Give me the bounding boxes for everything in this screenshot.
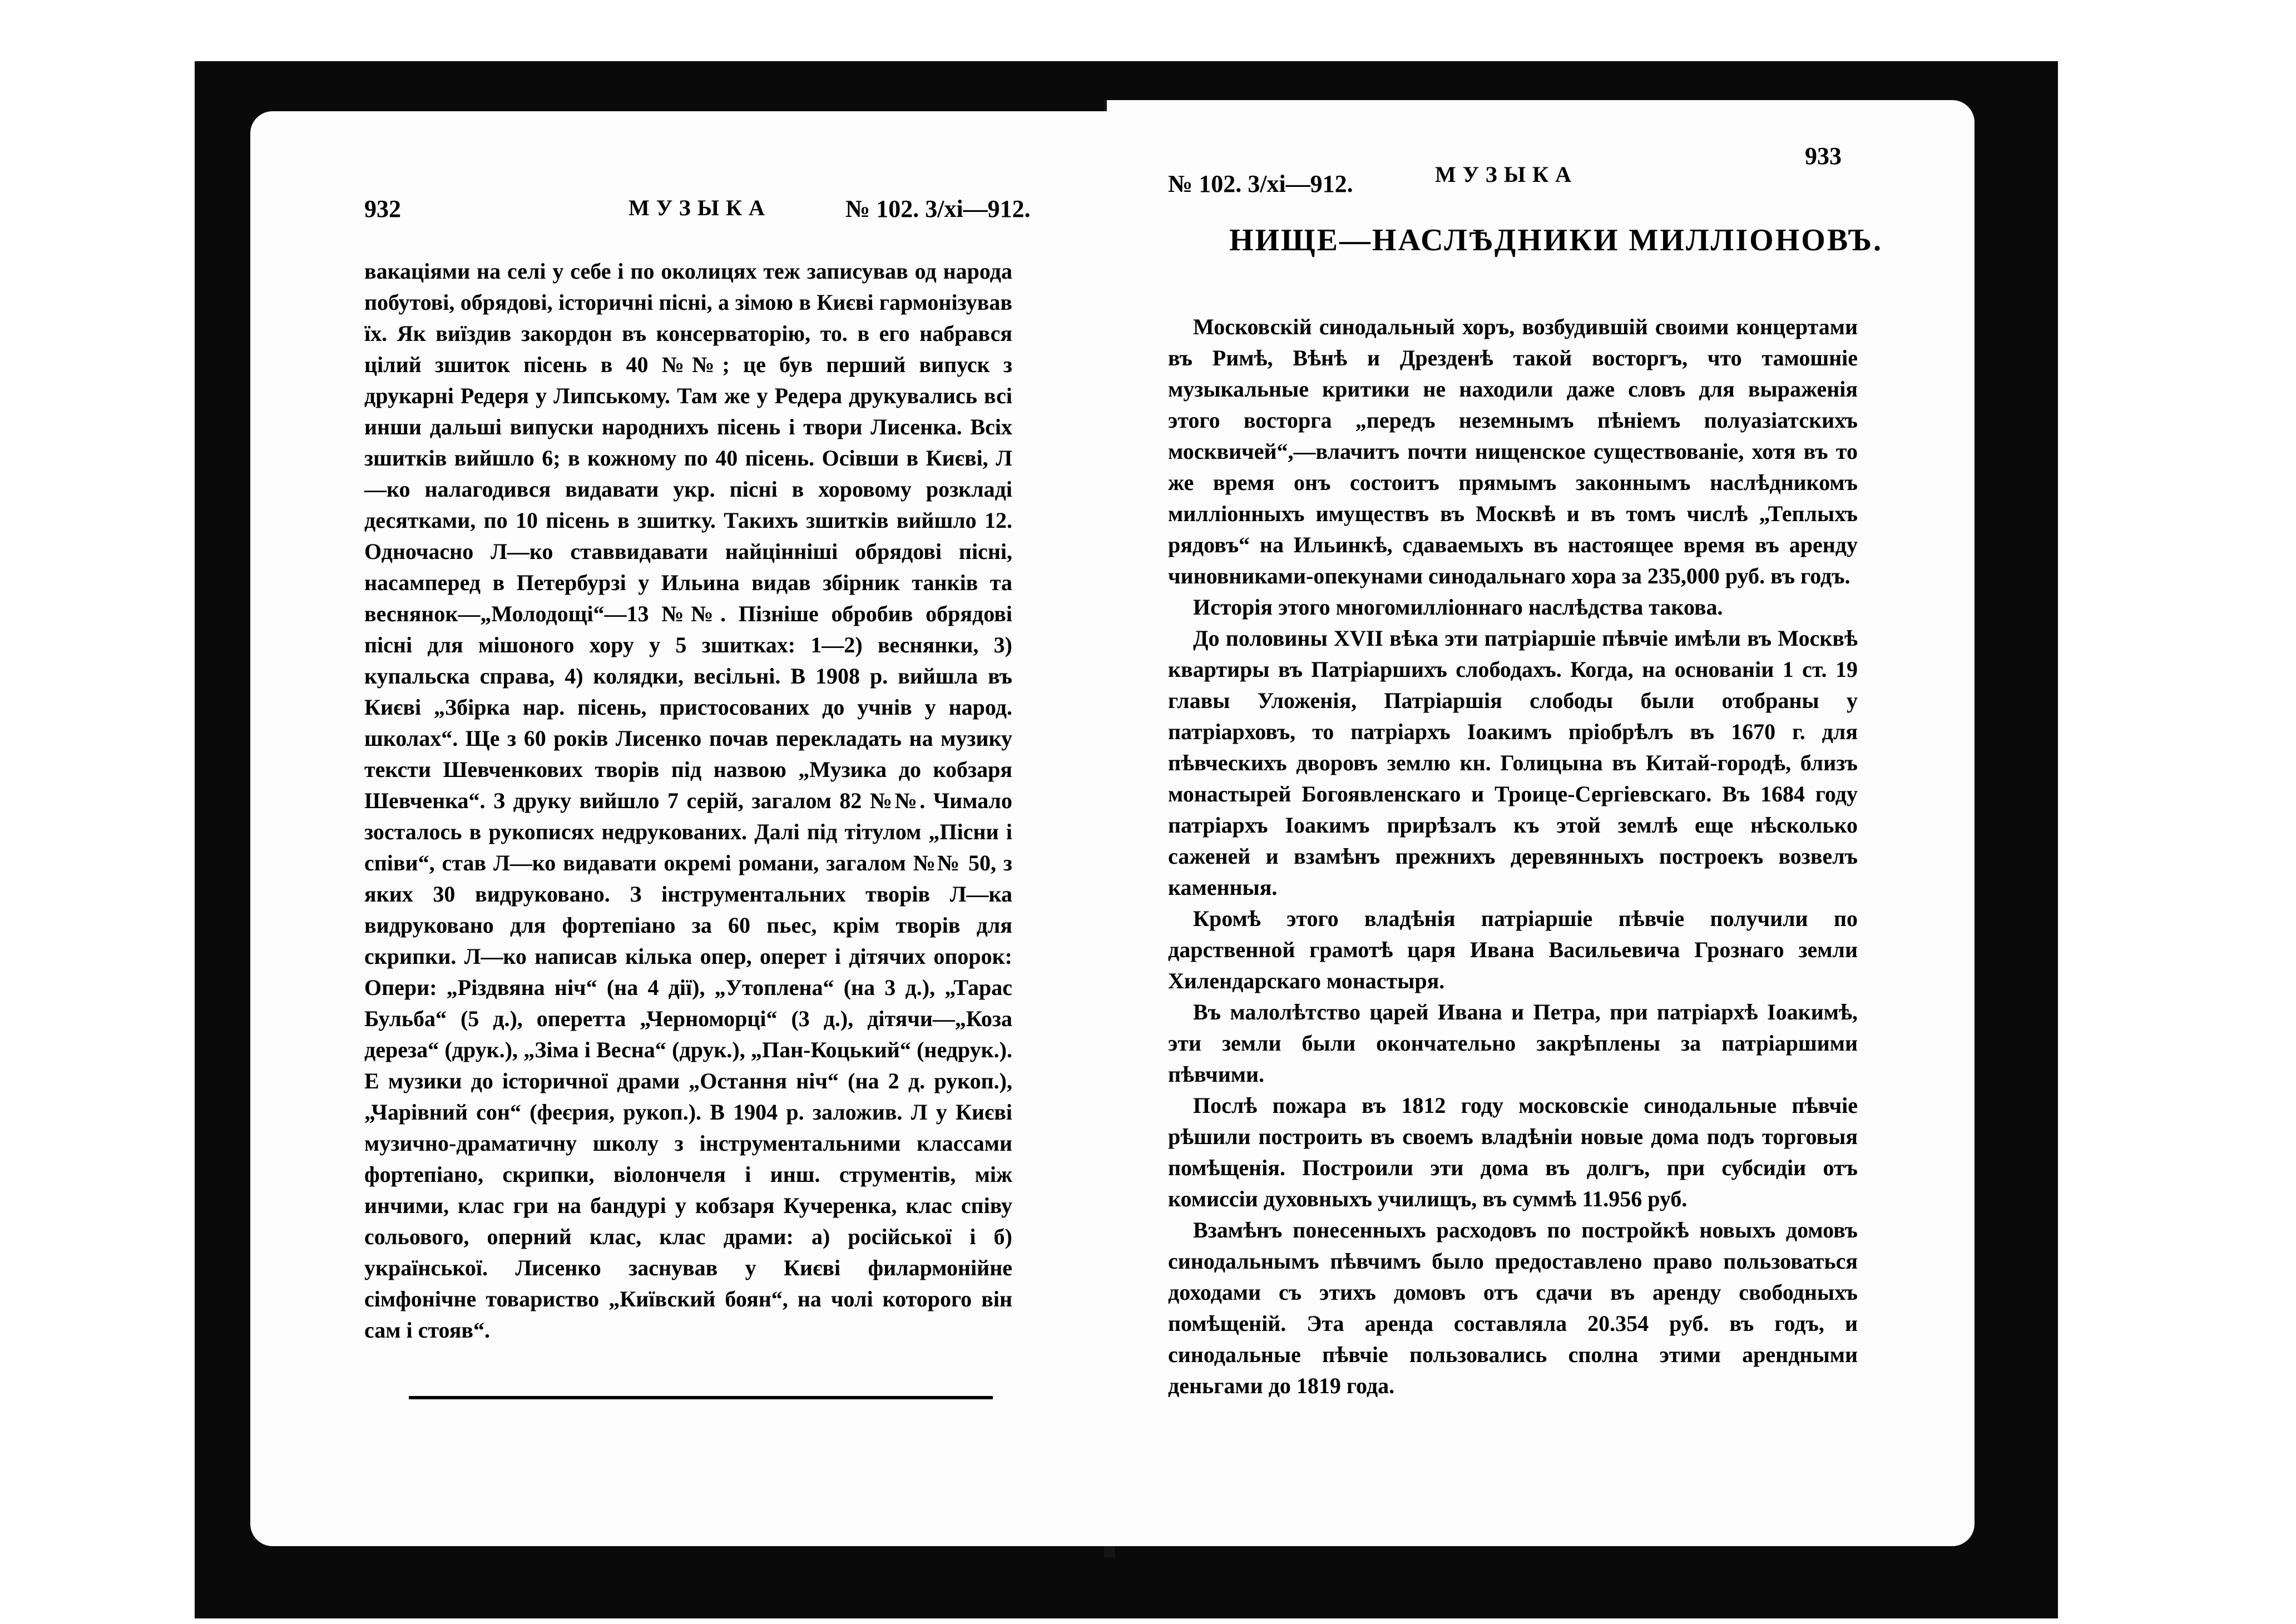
- paragraph: Послѣ пожара въ 1812 году московскіе синодальные пѣвчіе рѣшили построить въ своемъ владѣніи новые дома подъ торговыя помѣщенія. Построили эти дома въ долгъ, при субсидіи отъ комиссіи духовныхъ училищъ, въ суммѣ 11.956 руб.: [1168, 1093, 1858, 1211]
- paragraph: Въ малолѣтство царей Ивана и Петра, при патріархѣ Іоакимѣ, эти земли были окончательно закрѣплены за патріаршими пѣвчими.: [1168, 999, 1858, 1087]
- paragraph: До половины XVII вѣка эти патріаршіе пѣвчіе имѣли въ Москвѣ квартиры въ Патріаршихъ слободахъ. Когда, на основаніи 1 ст. 19 главы Уложенія, Патріаршія слободы были отобраны у патріарховъ, то патріархъ Іоакимъ пріобрѣлъ въ 1670 г. для пѣвческихъ дворовъ землю кн. Голицына въ Китай-городѣ, близъ монастырей Богоявленскаго и Троице-Сергіевскаго. Въ 1684 году патріархъ Іоакимъ прирѣзалъ къ этой землѣ еще нѣсколько саженей и взамѣнъ прежнихъ деревянныхъ построекъ возвелъ каменныя.: [1168, 626, 1858, 900]
- left-article-text: [364, 256, 1012, 1346]
- right-issue-number: № 102. 3/хі—912.: [1168, 170, 1353, 197]
- paragraph: Исторія этого многомилліоннаго наслѣдства такова.: [1193, 595, 1723, 620]
- left-running-title: МУЗЫКА: [629, 195, 771, 220]
- paragraph: Взамѣнъ понесенныхъ расходовъ по постройкѣ новыхъ домовъ синодальнымъ пѣвчимъ было предоставлено право пользоваться доходами съ этихъ домовъ отъ сдачи въ аренду свободныхъ помѣщеній. Эта аренда составляла 20.354 руб. въ годъ, и синодальные пѣвчіе пользовались сполна этими арендными деньгами до 1819 года.: [1168, 1217, 1858, 1398]
- right-article-text: [1168, 311, 1858, 1402]
- paragraph: вакаціями на селі у себе і по околицях теж записував од народа побутові, обрядові, історичні пісні, а зімою в Києві гармонізував їх. Як виїздив закордон въ консерваторію, то. в его набрався цілий зшиток пісень в 40 №№; це був перший випуск з друкарні Редеря у Липському. Там же у Редера друкувались всі инши дальші випуски народнихъ пісень і твори Лисенка. Всіх зшитків вийшло 6; в кожному по 40 пісень. Осівши в Києві, Л—ко налагодився видавати укр. пісні в хоровому розкладі десятками, по 10 пісень в зшитку. Такихъ зшитків вийшло 12. Одночасно Л—ко ставвидавати найцінніші обрядові пісні, насамперед в Петербурзі у Ильина видав збірник танків та веснянок—„Молодощі“—13 №№. Пізніше обробив обрядові пісні для мішоного хору у 5 зшитках: 1—2) веснянки, 3) купальска справа, 4) колядки, весільні. В 1908 р. вийшла въ Києві „Збірка нар. пісень, пристосованих до учнів у народ. школах“. Ще з 60 років Лисенко почав перекладать на музику тексти Шевченкових творів під назвою „Музика до кобзаря Шевченка“. З друку вийшло 7 серій, загалом 82 №№. Чимало зосталось в рукописях недрукованих. Далі під тітулом „Пісни і співи“, став Л—ко видавати окремі романи, загалом №№ 50, з яких 30 видруковано. З інструментальних творів Л—ка видруковано для фортепіано за 60 пьес, крім творів для скрипки. Л—ко написав кілька опер, оперет і дітячих опорок: Опери: „Різдвяна ніч“ (на 4 дії), „Утоплена“ (на 3 д.), „Тарас Бульба“ (5 д.), оперетта „Черноморці“ (3 д.), дітячи—„Коза дереза“ (друк.), „Зіма і Весна“ (друк.), „Пан-Коцький“ (недрук.). Е музики до історичної драми „Остання ніч“ (на 2 д. рукоп.), „Чарівний сон“ (феєрия, рукоп.). В 1904 р. заложив. Л у Києві музично-драматичну школу з інструментальними классами фортепіано, скрипки, віолончеля і инш. струментів, між инчими, клас гри на бандурі у кобзаря Кучеренка, клас співу сольового, оперний клас, клас драми: а) російської і б) української. Лисенко заснував у Києві филармонійне сімфонічне товариство „Київский боян“, на чолі которого він сам і стояв“.: [364, 259, 1012, 1343]
- right-page-number: 933: [1805, 142, 1842, 170]
- article-heading: НИЩЕ—НАСЛѢДНИКИ МИЛЛІОНОВЪ.: [1229, 223, 1883, 258]
- section-rule: [409, 1396, 993, 1399]
- paragraph: Кромѣ этого владѣнія патріаршіе пѣвчіе получили по дарственной грамотѣ царя Ивана Васильевича Грознаго земли Хилендарскаго монастыря.: [1168, 906, 1858, 993]
- left-issue-number: № 102. 3/хі—912.: [845, 195, 1031, 222]
- paragraph: Московскій синодальный хоръ, возбудившій своими концертами въ Римѣ, Вѣнѣ и Дрезденѣ такой восторгъ, что тамошніе музыкальные критики не находили даже словъ для выраженія этого восторга „передъ неземнымъ пѣніемъ полуазіатскихъ москвичей“,—влачитъ почти нищенское существованіе, хотя въ то же время онъ состоитъ прямымъ законнымъ наслѣдникомъ милліонныхъ имуществъ въ Москвѣ и въ томъ числѣ „Теплыхъ рядовъ“ на Ильинкѣ, сдаваемыхъ въ настоящее время въ аренду чиновниками-опекунами синодальнаго хора за 235,000 руб. въ годъ.: [1168, 314, 1858, 588]
- left-page-number: 932: [364, 195, 401, 222]
- left-page: [250, 111, 1118, 1546]
- right-running-title: МУЗЫКА: [1435, 162, 1578, 187]
- right-page: [1107, 100, 1975, 1546]
